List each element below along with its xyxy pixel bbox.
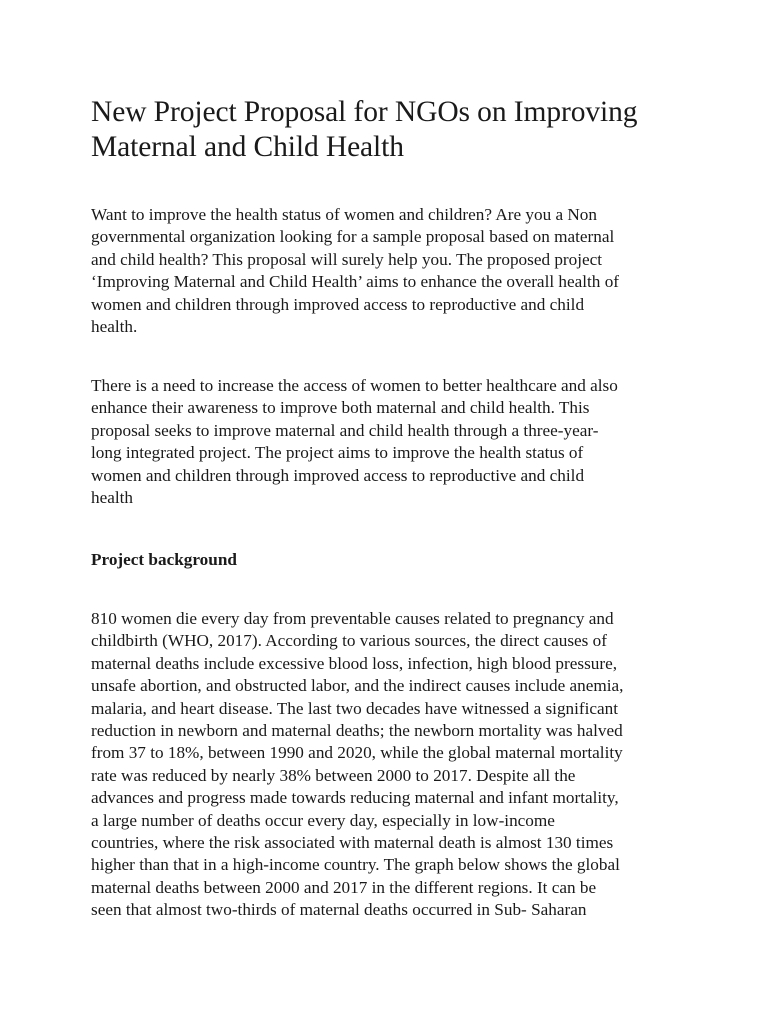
paragraph-line: enhance their awareness to improve both maternal and child health. This <box>91 398 590 418</box>
paragraph-line: women and children through improved access to reproductive and child <box>91 294 585 314</box>
paragraph-line: unsafe abortion, and obstructed labor, and the indirect causes include anemia, <box>91 676 624 696</box>
section-heading: Project background <box>91 550 237 569</box>
paragraph-line: maternal deaths include excessive blood loss, infection, high blood pressure, <box>91 653 617 673</box>
document-title <box>91 95 711 165</box>
paragraph-line: from 37 to 18%, between 1990 and 2020, while the global maternal mortality <box>91 743 623 763</box>
intro-paragraph <box>91 204 691 338</box>
paragraph-line: and child health? This proposal will surely help you. The proposed project <box>91 249 603 269</box>
title-line: New Project Proposal for NGOs on Improving <box>91 96 638 128</box>
background-paragraph <box>91 608 691 922</box>
paragraph-line: rate was reduced by nearly 38% between 2000 to 2017. Despite all the <box>91 765 576 785</box>
paragraph-line: Want to improve the health status of women and children? Are you a Non <box>91 205 597 224</box>
paragraph-line: health <box>91 488 133 508</box>
paragraph-line: a large number of deaths occur every day, especially in low-income <box>91 810 555 830</box>
paragraph-line: health. <box>91 317 138 337</box>
paragraph-line: proposal seeks to improve maternal and child health through a three-year- <box>91 420 599 440</box>
need-paragraph <box>91 375 691 509</box>
paragraph-line: 810 women die every day from preventable causes related to pregnancy and <box>91 609 614 628</box>
paragraph-line: childbirth (WHO, 2017). According to various sources, the direct causes of <box>91 631 607 651</box>
title-line: Maternal and Child Health <box>91 131 404 163</box>
paragraph-line: ‘Improving Maternal and Child Health’ aims to enhance the overall health of <box>91 272 620 292</box>
paragraph-line: reduction in newborn and maternal deaths; the newborn mortality was halved <box>91 721 623 741</box>
paragraph-line: seen that almost two-thirds of maternal deaths occurred in Sub- Saharan <box>91 900 587 920</box>
paragraph-line: long integrated project. The project aims to improve the health status of <box>91 443 584 463</box>
paragraph-line: women and children through improved access to reproductive and child <box>91 465 585 485</box>
paragraph-line: advances and progress made towards reducing maternal and infant mortality, <box>91 788 619 808</box>
paragraph-line: governmental organization looking for a sample proposal based on maternal <box>91 227 615 247</box>
paragraph-line: countries, where the risk associated with maternal death is almost 130 times <box>91 833 614 853</box>
paragraph-line: malaria, and heart disease. The last two decades have witnessed a significant <box>91 698 619 718</box>
paragraph-line: There is a need to increase the access of women to better healthcare and also <box>91 376 618 395</box>
paragraph-line: higher than that in a high-income country. The graph below shows the global <box>91 855 620 875</box>
paragraph-line: maternal deaths between 2000 and 2017 in the different regions. It can be <box>91 877 597 897</box>
